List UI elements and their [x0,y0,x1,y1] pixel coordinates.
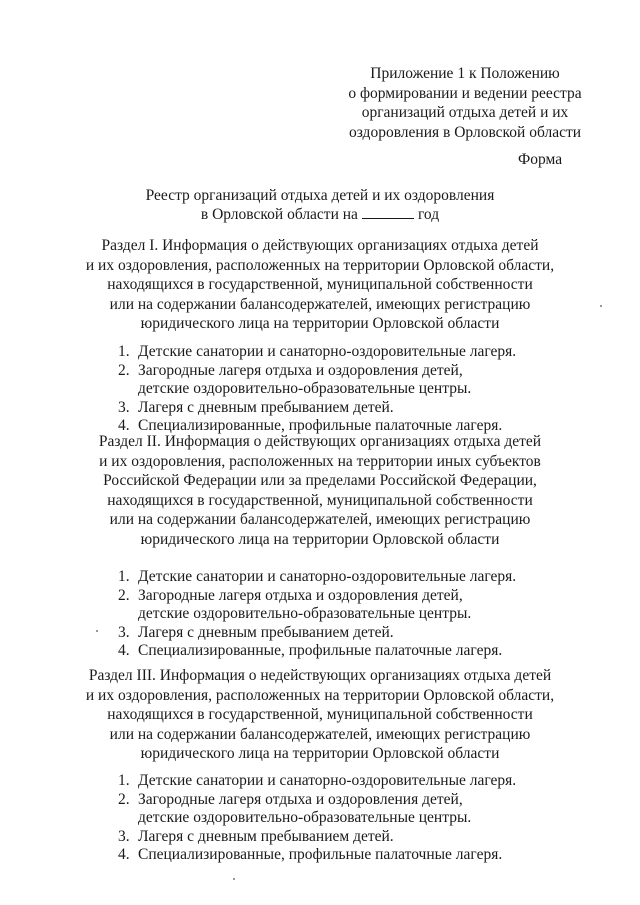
list-number: 4. [118,642,130,659]
section-heading-line: юридического лица на территории Орловской области [140,315,500,332]
list-number: 2. [118,586,130,604]
appendix-line: Приложение 1 к Положению [370,65,560,82]
registry-title-line: Реестр организаций отдыха детей и их оздоровления [145,187,495,204]
list-text: Детские санатории и санаторно-оздоровительные лагеря. [138,772,517,789]
section-heading-line: Раздел II. Информация о действующих организациях отдыха детей [98,433,542,450]
section-heading-line: или на содержании балансодержателей, имеющих регистрацию [109,511,531,528]
appendix-line: оздоровления в Орловской области [348,123,582,141]
list-text: Специализированные, профильные палаточные лагеря. [138,846,503,863]
registry-title-prefix: в Орловской области на [200,206,358,223]
list-number: 4. [118,417,130,434]
registry-title [100,186,540,224]
list-number: 2. [118,361,130,379]
list-item [118,587,558,624]
list-item [118,399,558,418]
section-1-list [118,343,558,436]
list-number: 3. [118,827,130,845]
registry-title-suffix: год [417,206,440,223]
list-number: 3. [118,398,130,416]
section-heading-line: Раздел III. Информация о недействующих организациях отдыха детей [88,667,552,684]
list-item [118,791,558,828]
section-2-list [118,568,558,661]
list-item [118,343,558,362]
list-number: 3. [118,623,130,641]
list-text: Загородные лагеря отдыха и оздоровления детей, [138,361,463,379]
list-item [118,828,558,847]
list-number: 1. [118,568,130,585]
list-item [118,642,558,661]
section-heading-line: находящихся в государственной, муниципальной собственности [107,491,533,509]
appendix-line: о формировании и ведении реестра [348,84,582,102]
section-heading-line: юридического лица на территории Орловской области [140,745,500,762]
list-text: Лагеря с дневным пребыванием детей. [138,398,394,416]
section-heading-line: находящихся в государственной, муниципальной собственности [107,706,533,723]
section-heading-line: и их оздоровления, расположенных на территории Орловской области, [85,256,555,274]
list-text: детские оздоровительно-образовательные центры. [138,809,472,826]
registry-title-line [100,205,540,224]
scan-speck [600,305,602,307]
section-3-heading [80,666,560,764]
list-text: Детские санатории и санаторно-оздоровительные лагеря. [138,343,517,360]
list-item [118,568,558,587]
section-3-list [118,772,558,865]
year-blank-field [362,206,414,219]
section-1-heading [80,236,560,334]
section-heading-line: или на содержании балансодержателей, имеющих регистрацию [109,725,531,743]
list-text: Загородные лагеря отдыха и оздоровления детей, [138,586,463,604]
section-heading-line: Российской Федерации или за пределами Российской Федерации, [103,472,537,489]
section-heading-line: или на содержании балансодержателей, имеющих регистрацию [109,295,531,313]
list-item [118,772,558,791]
list-text: Детские санатории и санаторно-оздоровительные лагеря. [138,568,517,585]
list-number: 1. [118,343,130,360]
list-number: 2. [118,790,130,808]
list-number: 4. [118,846,130,863]
list-text: Специализированные, профильные палаточные лагеря. [138,417,503,434]
section-2-heading [80,432,560,549]
section-heading-line: юридического лица на территории Орловской области [140,530,500,548]
list-text: детские оздоровительно-образовательные центры. [138,605,472,622]
list-item [118,624,558,643]
appendix-header [340,64,590,142]
list-text: Загородные лагеря отдыха и оздоровления детей, [138,790,463,808]
scan-speck [233,878,235,880]
section-heading-line: Раздел I. Информация о действующих организациях отдыха детей [101,237,539,254]
section-heading-line: и их оздоровления, расположенных на территории Орловской области, [85,686,555,704]
form-label: Форма [518,151,563,168]
section-heading-line: находящихся в государственной, муниципальной собственности [107,276,533,293]
list-text: Специализированные, профильные палаточные лагеря. [138,642,503,659]
list-text: Лагеря с дневным пребыванием детей. [138,623,394,641]
scan-speck [96,630,98,632]
list-item [118,362,558,399]
list-number: 1. [118,772,130,789]
list-item [118,846,558,865]
section-heading-line: и их оздоровления, расположенных на территории иных субъектов [99,452,541,470]
appendix-line: организаций отдыха детей и их [361,104,569,121]
list-text: детские оздоровительно-образовательные центры. [138,380,472,397]
list-text: Лагеря с дневным пребыванием детей. [138,827,394,845]
